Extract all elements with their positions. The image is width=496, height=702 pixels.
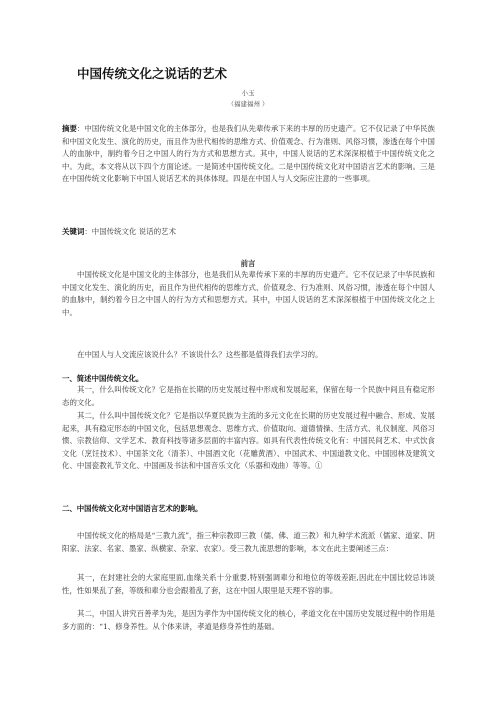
- keywords-paragraph: [62, 226, 435, 239]
- section-2-paragraph-2: 其一，在封建社会的大家庭里面,血缘关系十分重要,特别强调辈分和地位的等级差距,因此在中国比较忌讳谈性，性如果乱了套，等级和辈分也会跟着乱了套，这在中国人眼里是天理不容的事。: [62, 573, 435, 595]
- keywords-text: ：中国传统文化 说话的艺术: [84, 227, 177, 236]
- abstract-text: ：中国传统文化是中国文化的主体部分，也是我们从先辈传承下来的丰厚的历史遗产。它不仅记录了中华民族和中国文化发生、演化的历史，而且作为世代相传的思维方式、价值观念、行为准则、风俗习惯，渗透在每个中国人的血脉中，制约着今日之中国人的行为方式和思想方式。其中，中国人说话的艺术深深根植于中国传统文化之中。为此，本文将从以下四个方面论述。一是简述中国传统文化。二是中国传统文化对中国语言艺术的影响。三是在中国传统文化影响下中国人说话艺术的具体体现。四是在中国人与人交际应注意的一些事项。: [62, 124, 435, 184]
- preface-paragraph-1: 中国传统文化是中国文化的主体部分，也是我们从先辈传承下来的丰厚的历史遗产。它不仅记录了中华民族和中国文化发生、演化的历史，而且作为世代相传的思维方式、价值观念、行为准则、风俗习惯，渗透在每个中国人的血脉中，制约着今日之中国人的行为方式和思想方式。其中，中国人说话的艺术深深根植于中国传统文化之上中。: [62, 270, 435, 317]
- section-1-paragraph-2: 其二，什么叫中国传统文化？它是指以华夏民族为主流的多元文化在长期的历史发展过程中融合、形成、发展起来，具有稳定形态的中国文化，包括思想观念、思维方式、价值取向、道德情操、生活方式、礼仪制度、风俗习惯、宗教信仰、文学艺术、教育科技等诸多层面的丰富内容。如具有代表性传统文化有：中国民间艺术、中式饮食文化（烹饪技术）、中国茶文化（清茶）、中国酒文化（花雕黄酒）、中国武术、中国道教文化、中国园林及建筑文化、中国瓷教礼节文化、中国画及书法和中国音乐文化（乐器和戏曲）等等。①: [62, 411, 435, 471]
- author-affiliation: （福建福州 ）: [227, 100, 269, 108]
- paper-title: 中国传统文化之说话的艺术: [77, 66, 228, 81]
- preface-heading: 前言: [240, 259, 256, 268]
- section-1-paragraph-1: 其一，什么叫传统文化？它是指在长期的历史发展过程中形成和发展起来，保留在每一个民族中间且有稳定形态的文化。: [62, 385, 435, 407]
- section-2-heading: 二、中国传统文化对中国语言艺术的影响。: [62, 504, 203, 513]
- section-1-heading: 一、简述中国传统文化。: [62, 374, 144, 383]
- section-2-paragraph-1: 中国传统文化的格局是“三教九流”，指三种宗教即三教（儒、佛、道三教）和九种学术流派（儒家、道家、阴阳家、法家、名家、墨家、纵横家、杂家、农家）。受三教九流思想的影响，本文在此主要阐述三点：: [62, 531, 435, 553]
- keywords-label: 关键词: [62, 227, 85, 236]
- author-name: 小玉: [241, 89, 255, 97]
- preface-paragraph-2: 在中国人与人交流应该说什么？不该说什么？这些都是值得我们去学习的。: [77, 350, 323, 359]
- abstract-paragraph: [62, 123, 435, 186]
- abstract-label: 摘要: [62, 124, 77, 133]
- section-2-paragraph-3: 其二，中国人讲究百善孝为先，是因为孝作为中国传统文化的核心，孝道文化在中国历史发展过程中的作用是多方面的：“1、修身养性。从个体来讲，孝道是修身养性的基础。: [62, 609, 435, 631]
